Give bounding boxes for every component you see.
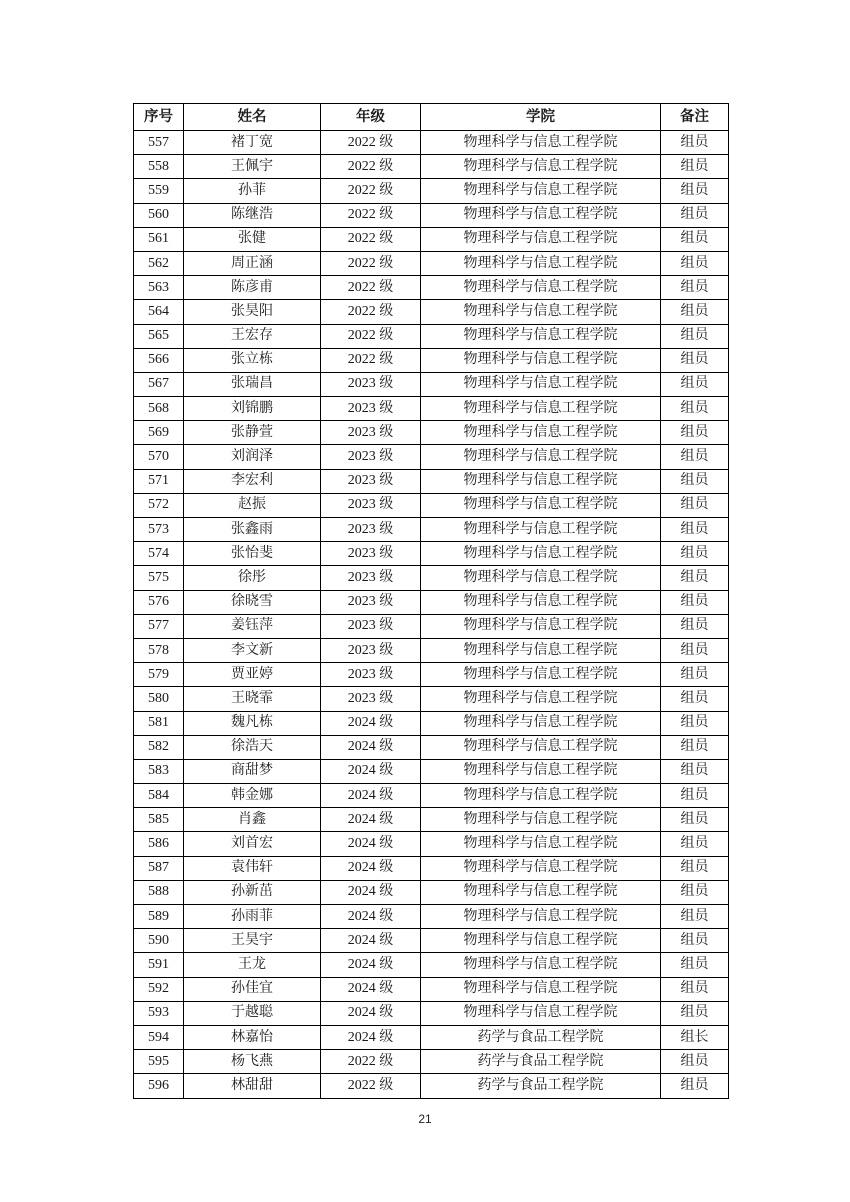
cell-grade: 2024 级: [321, 929, 421, 953]
cell-grade: 2022 级: [321, 276, 421, 300]
table-row: [134, 880, 729, 904]
cell-name: 徐浩天: [184, 735, 321, 759]
cell-remark: 组员: [661, 590, 729, 614]
cell-remark: 组员: [661, 300, 729, 324]
table-row: [134, 300, 729, 324]
cell-remark: 组员: [661, 518, 729, 542]
cell-college: 药学与食品工程学院: [421, 1025, 661, 1049]
cell-grade: 2023 级: [321, 518, 421, 542]
cell-grade: 2024 级: [321, 856, 421, 880]
cell-grade: 2022 级: [321, 300, 421, 324]
cell-index: 574: [134, 542, 184, 566]
cell-college: 物理科学与信息工程学院: [421, 348, 661, 372]
cell-index: 577: [134, 614, 184, 638]
cell-name: 张静萱: [184, 421, 321, 445]
cell-grade: 2024 级: [321, 711, 421, 735]
cell-grade: 2023 级: [321, 397, 421, 421]
cell-college: 物理科学与信息工程学院: [421, 518, 661, 542]
cell-remark: 组员: [661, 735, 729, 759]
cell-name: 杨飞燕: [184, 1050, 321, 1074]
cell-remark: 组员: [661, 372, 729, 396]
cell-college: 物理科学与信息工程学院: [421, 300, 661, 324]
table-row: [134, 808, 729, 832]
cell-grade: 2023 级: [321, 687, 421, 711]
cell-remark: 组员: [661, 251, 729, 275]
cell-grade: 2024 级: [321, 808, 421, 832]
cell-index: 579: [134, 663, 184, 687]
cell-remark: 组员: [661, 203, 729, 227]
cell-remark: 组员: [661, 397, 729, 421]
cell-college: 物理科学与信息工程学院: [421, 614, 661, 638]
cell-index: 586: [134, 832, 184, 856]
cell-grade: 2022 级: [321, 324, 421, 348]
cell-grade: 2024 级: [321, 905, 421, 929]
cell-name: 袁伟轩: [184, 856, 321, 880]
cell-index: 572: [134, 493, 184, 517]
cell-name: 王佩宇: [184, 155, 321, 179]
table-row: [134, 856, 729, 880]
cell-grade: 2023 级: [321, 372, 421, 396]
cell-grade: 2023 级: [321, 663, 421, 687]
cell-name: 李文新: [184, 638, 321, 662]
cell-college: 物理科学与信息工程学院: [421, 735, 661, 759]
table-row: [134, 372, 729, 396]
cell-index: 575: [134, 566, 184, 590]
cell-name: 王龙: [184, 953, 321, 977]
cell-name: 孙佳宜: [184, 977, 321, 1001]
cell-grade: 2024 级: [321, 1025, 421, 1049]
cell-remark: 组员: [661, 324, 729, 348]
cell-name: 刘润泽: [184, 445, 321, 469]
cell-name: 林甜甜: [184, 1074, 321, 1098]
cell-name: 徐彤: [184, 566, 321, 590]
cell-name: 陈继浩: [184, 203, 321, 227]
column-header-name: 姓名: [184, 104, 321, 131]
table-row: [134, 542, 729, 566]
cell-name: 王昊宇: [184, 929, 321, 953]
table-row: [134, 1050, 729, 1074]
cell-college: 物理科学与信息工程学院: [421, 276, 661, 300]
cell-name: 周正涵: [184, 251, 321, 275]
cell-index: 585: [134, 808, 184, 832]
column-header-grade: 年级: [321, 104, 421, 131]
column-header-college: 学院: [421, 104, 661, 131]
cell-index: 582: [134, 735, 184, 759]
cell-index: 564: [134, 300, 184, 324]
cell-index: 565: [134, 324, 184, 348]
cell-college: 物理科学与信息工程学院: [421, 542, 661, 566]
cell-grade: 2023 级: [321, 590, 421, 614]
cell-college: 物理科学与信息工程学院: [421, 155, 661, 179]
column-header-index: 序号: [134, 104, 184, 131]
cell-grade: 2022 级: [321, 131, 421, 155]
cell-college: 物理科学与信息工程学院: [421, 179, 661, 203]
cell-grade: 2024 级: [321, 1001, 421, 1025]
table-row: [134, 203, 729, 227]
roster-table: [133, 103, 729, 1099]
cell-college: 物理科学与信息工程学院: [421, 663, 661, 687]
cell-remark: 组员: [661, 808, 729, 832]
cell-college: 物理科学与信息工程学院: [421, 493, 661, 517]
cell-grade: 2024 级: [321, 880, 421, 904]
cell-index: 594: [134, 1025, 184, 1049]
cell-name: 姜钰萍: [184, 614, 321, 638]
cell-remark: 组员: [661, 759, 729, 783]
cell-grade: 2022 级: [321, 251, 421, 275]
table-row: [134, 469, 729, 493]
cell-name: 刘锦鹏: [184, 397, 321, 421]
cell-college: 物理科学与信息工程学院: [421, 905, 661, 929]
cell-remark: 组员: [661, 542, 729, 566]
cell-index: 576: [134, 590, 184, 614]
cell-remark: 组员: [661, 566, 729, 590]
cell-college: 物理科学与信息工程学院: [421, 421, 661, 445]
cell-name: 李宏利: [184, 469, 321, 493]
cell-college: 药学与食品工程学院: [421, 1074, 661, 1098]
cell-remark: 组员: [661, 638, 729, 662]
cell-remark: 组员: [661, 421, 729, 445]
table-row: [134, 759, 729, 783]
table-row: [134, 155, 729, 179]
cell-index: 587: [134, 856, 184, 880]
cell-grade: 2022 级: [321, 348, 421, 372]
cell-grade: 2022 级: [321, 1050, 421, 1074]
cell-index: 568: [134, 397, 184, 421]
cell-college: 物理科学与信息工程学院: [421, 711, 661, 735]
cell-index: 557: [134, 131, 184, 155]
cell-college: 物理科学与信息工程学院: [421, 759, 661, 783]
table-row: [134, 638, 729, 662]
cell-college: 物理科学与信息工程学院: [421, 324, 661, 348]
cell-grade: 2024 级: [321, 759, 421, 783]
table-row: [134, 687, 729, 711]
cell-remark: 组员: [661, 179, 729, 203]
table-row: [134, 735, 729, 759]
table-row: [134, 276, 729, 300]
cell-college: 物理科学与信息工程学院: [421, 784, 661, 808]
table-row: [134, 929, 729, 953]
cell-college: 物理科学与信息工程学院: [421, 953, 661, 977]
cell-name: 孙菲: [184, 179, 321, 203]
table-row: [134, 131, 729, 155]
cell-name: 肖鑫: [184, 808, 321, 832]
cell-name: 褚丁宽: [184, 131, 321, 155]
cell-college: 物理科学与信息工程学院: [421, 880, 661, 904]
cell-remark: 组员: [661, 784, 729, 808]
table-row: [134, 711, 729, 735]
cell-college: 物理科学与信息工程学院: [421, 566, 661, 590]
cell-college: 物理科学与信息工程学院: [421, 590, 661, 614]
cell-college: 物理科学与信息工程学院: [421, 687, 661, 711]
cell-name: 林嘉怡: [184, 1025, 321, 1049]
cell-remark: 组员: [661, 1001, 729, 1025]
table-row: [134, 251, 729, 275]
cell-index: 584: [134, 784, 184, 808]
cell-remark: 组员: [661, 856, 729, 880]
table-row: [134, 953, 729, 977]
cell-index: 595: [134, 1050, 184, 1074]
cell-name: 王宏存: [184, 324, 321, 348]
table-row: [134, 566, 729, 590]
cell-index: 561: [134, 227, 184, 251]
cell-college: 物理科学与信息工程学院: [421, 1001, 661, 1025]
cell-index: 583: [134, 759, 184, 783]
table-row: [134, 421, 729, 445]
cell-name: 赵振: [184, 493, 321, 517]
cell-name: 王晓霏: [184, 687, 321, 711]
cell-remark: 组员: [661, 469, 729, 493]
cell-remark: 组员: [661, 155, 729, 179]
cell-college: 物理科学与信息工程学院: [421, 372, 661, 396]
cell-remark: 组员: [661, 880, 729, 904]
cell-college: 物理科学与信息工程学院: [421, 469, 661, 493]
cell-grade: 2022 级: [321, 227, 421, 251]
cell-grade: 2023 级: [321, 421, 421, 445]
cell-grade: 2023 级: [321, 566, 421, 590]
cell-index: 589: [134, 905, 184, 929]
cell-grade: 2022 级: [321, 155, 421, 179]
table-row: [134, 518, 729, 542]
cell-grade: 2024 级: [321, 735, 421, 759]
cell-index: 569: [134, 421, 184, 445]
cell-index: 588: [134, 880, 184, 904]
cell-name: 张鑫雨: [184, 518, 321, 542]
table-row: [134, 445, 729, 469]
cell-college: 物理科学与信息工程学院: [421, 397, 661, 421]
cell-name: 魏凡栋: [184, 711, 321, 735]
page-number: 21: [418, 1112, 432, 1126]
cell-remark: 组员: [661, 929, 729, 953]
table-row: [134, 493, 729, 517]
cell-remark: 组员: [661, 905, 729, 929]
cell-college: 物理科学与信息工程学院: [421, 832, 661, 856]
cell-index: 591: [134, 953, 184, 977]
cell-name: 陈彦甫: [184, 276, 321, 300]
cell-name: 张昊阳: [184, 300, 321, 324]
cell-grade: 2024 级: [321, 953, 421, 977]
cell-index: 567: [134, 372, 184, 396]
table-row: [134, 905, 729, 929]
cell-college: 药学与食品工程学院: [421, 1050, 661, 1074]
table-row: [134, 663, 729, 687]
cell-index: 593: [134, 1001, 184, 1025]
cell-name: 徐晓雪: [184, 590, 321, 614]
cell-grade: 2024 级: [321, 832, 421, 856]
cell-grade: 2023 级: [321, 638, 421, 662]
cell-grade: 2022 级: [321, 179, 421, 203]
cell-college: 物理科学与信息工程学院: [421, 445, 661, 469]
table-row: [134, 590, 729, 614]
column-header-remark: 备注: [661, 104, 729, 131]
cell-index: 566: [134, 348, 184, 372]
table-row: [134, 179, 729, 203]
cell-name: 韩金娜: [184, 784, 321, 808]
cell-college: 物理科学与信息工程学院: [421, 227, 661, 251]
cell-remark: 组员: [661, 1074, 729, 1098]
cell-name: 张立栋: [184, 348, 321, 372]
table-body: [134, 131, 729, 1099]
cell-index: 560: [134, 203, 184, 227]
cell-name: 孙雨菲: [184, 905, 321, 929]
table-row: [134, 227, 729, 251]
cell-grade: 2022 级: [321, 1074, 421, 1098]
cell-index: 590: [134, 929, 184, 953]
cell-grade: 2023 级: [321, 469, 421, 493]
cell-remark: 组员: [661, 348, 729, 372]
cell-index: 592: [134, 977, 184, 1001]
cell-remark: 组长: [661, 1025, 729, 1049]
cell-name: 张怡斐: [184, 542, 321, 566]
cell-index: 596: [134, 1074, 184, 1098]
cell-college: 物理科学与信息工程学院: [421, 977, 661, 1001]
cell-remark: 组员: [661, 493, 729, 517]
table-row: [134, 977, 729, 1001]
cell-name: 贾亚婷: [184, 663, 321, 687]
cell-grade: 2023 级: [321, 542, 421, 566]
cell-grade: 2024 级: [321, 977, 421, 1001]
table-row: [134, 324, 729, 348]
table-row: [134, 614, 729, 638]
cell-grade: 2023 级: [321, 493, 421, 517]
cell-college: 物理科学与信息工程学院: [421, 856, 661, 880]
table-row: [134, 348, 729, 372]
cell-name: 于越聪: [184, 1001, 321, 1025]
cell-index: 562: [134, 251, 184, 275]
cell-index: 571: [134, 469, 184, 493]
cell-index: 581: [134, 711, 184, 735]
cell-college: 物理科学与信息工程学院: [421, 638, 661, 662]
cell-name: 张健: [184, 227, 321, 251]
cell-name: 商甜梦: [184, 759, 321, 783]
cell-college: 物理科学与信息工程学院: [421, 131, 661, 155]
cell-index: 578: [134, 638, 184, 662]
table-row: [134, 1074, 729, 1098]
cell-name: 孙新茁: [184, 880, 321, 904]
cell-remark: 组员: [661, 663, 729, 687]
cell-grade: 2023 级: [321, 614, 421, 638]
cell-remark: 组员: [661, 1050, 729, 1074]
cell-remark: 组员: [661, 614, 729, 638]
cell-remark: 组员: [661, 687, 729, 711]
cell-remark: 组员: [661, 711, 729, 735]
cell-index: 558: [134, 155, 184, 179]
cell-remark: 组员: [661, 832, 729, 856]
cell-college: 物理科学与信息工程学院: [421, 251, 661, 275]
cell-remark: 组员: [661, 276, 729, 300]
cell-remark: 组员: [661, 131, 729, 155]
cell-college: 物理科学与信息工程学院: [421, 929, 661, 953]
cell-index: 563: [134, 276, 184, 300]
cell-remark: 组员: [661, 953, 729, 977]
cell-grade: 2022 级: [321, 203, 421, 227]
cell-grade: 2023 级: [321, 445, 421, 469]
table-row: [134, 832, 729, 856]
cell-index: 580: [134, 687, 184, 711]
cell-index: 570: [134, 445, 184, 469]
cell-index: 559: [134, 179, 184, 203]
table-row: [134, 1025, 729, 1049]
cell-remark: 组员: [661, 977, 729, 1001]
header-row: [134, 104, 729, 131]
cell-college: 物理科学与信息工程学院: [421, 808, 661, 832]
cell-remark: 组员: [661, 227, 729, 251]
cell-name: 张瑞昌: [184, 372, 321, 396]
cell-index: 573: [134, 518, 184, 542]
cell-grade: 2024 级: [321, 784, 421, 808]
table-row: [134, 784, 729, 808]
cell-name: 刘首宏: [184, 832, 321, 856]
table-row: [134, 1001, 729, 1025]
cell-college: 物理科学与信息工程学院: [421, 203, 661, 227]
cell-remark: 组员: [661, 445, 729, 469]
table-row: [134, 397, 729, 421]
